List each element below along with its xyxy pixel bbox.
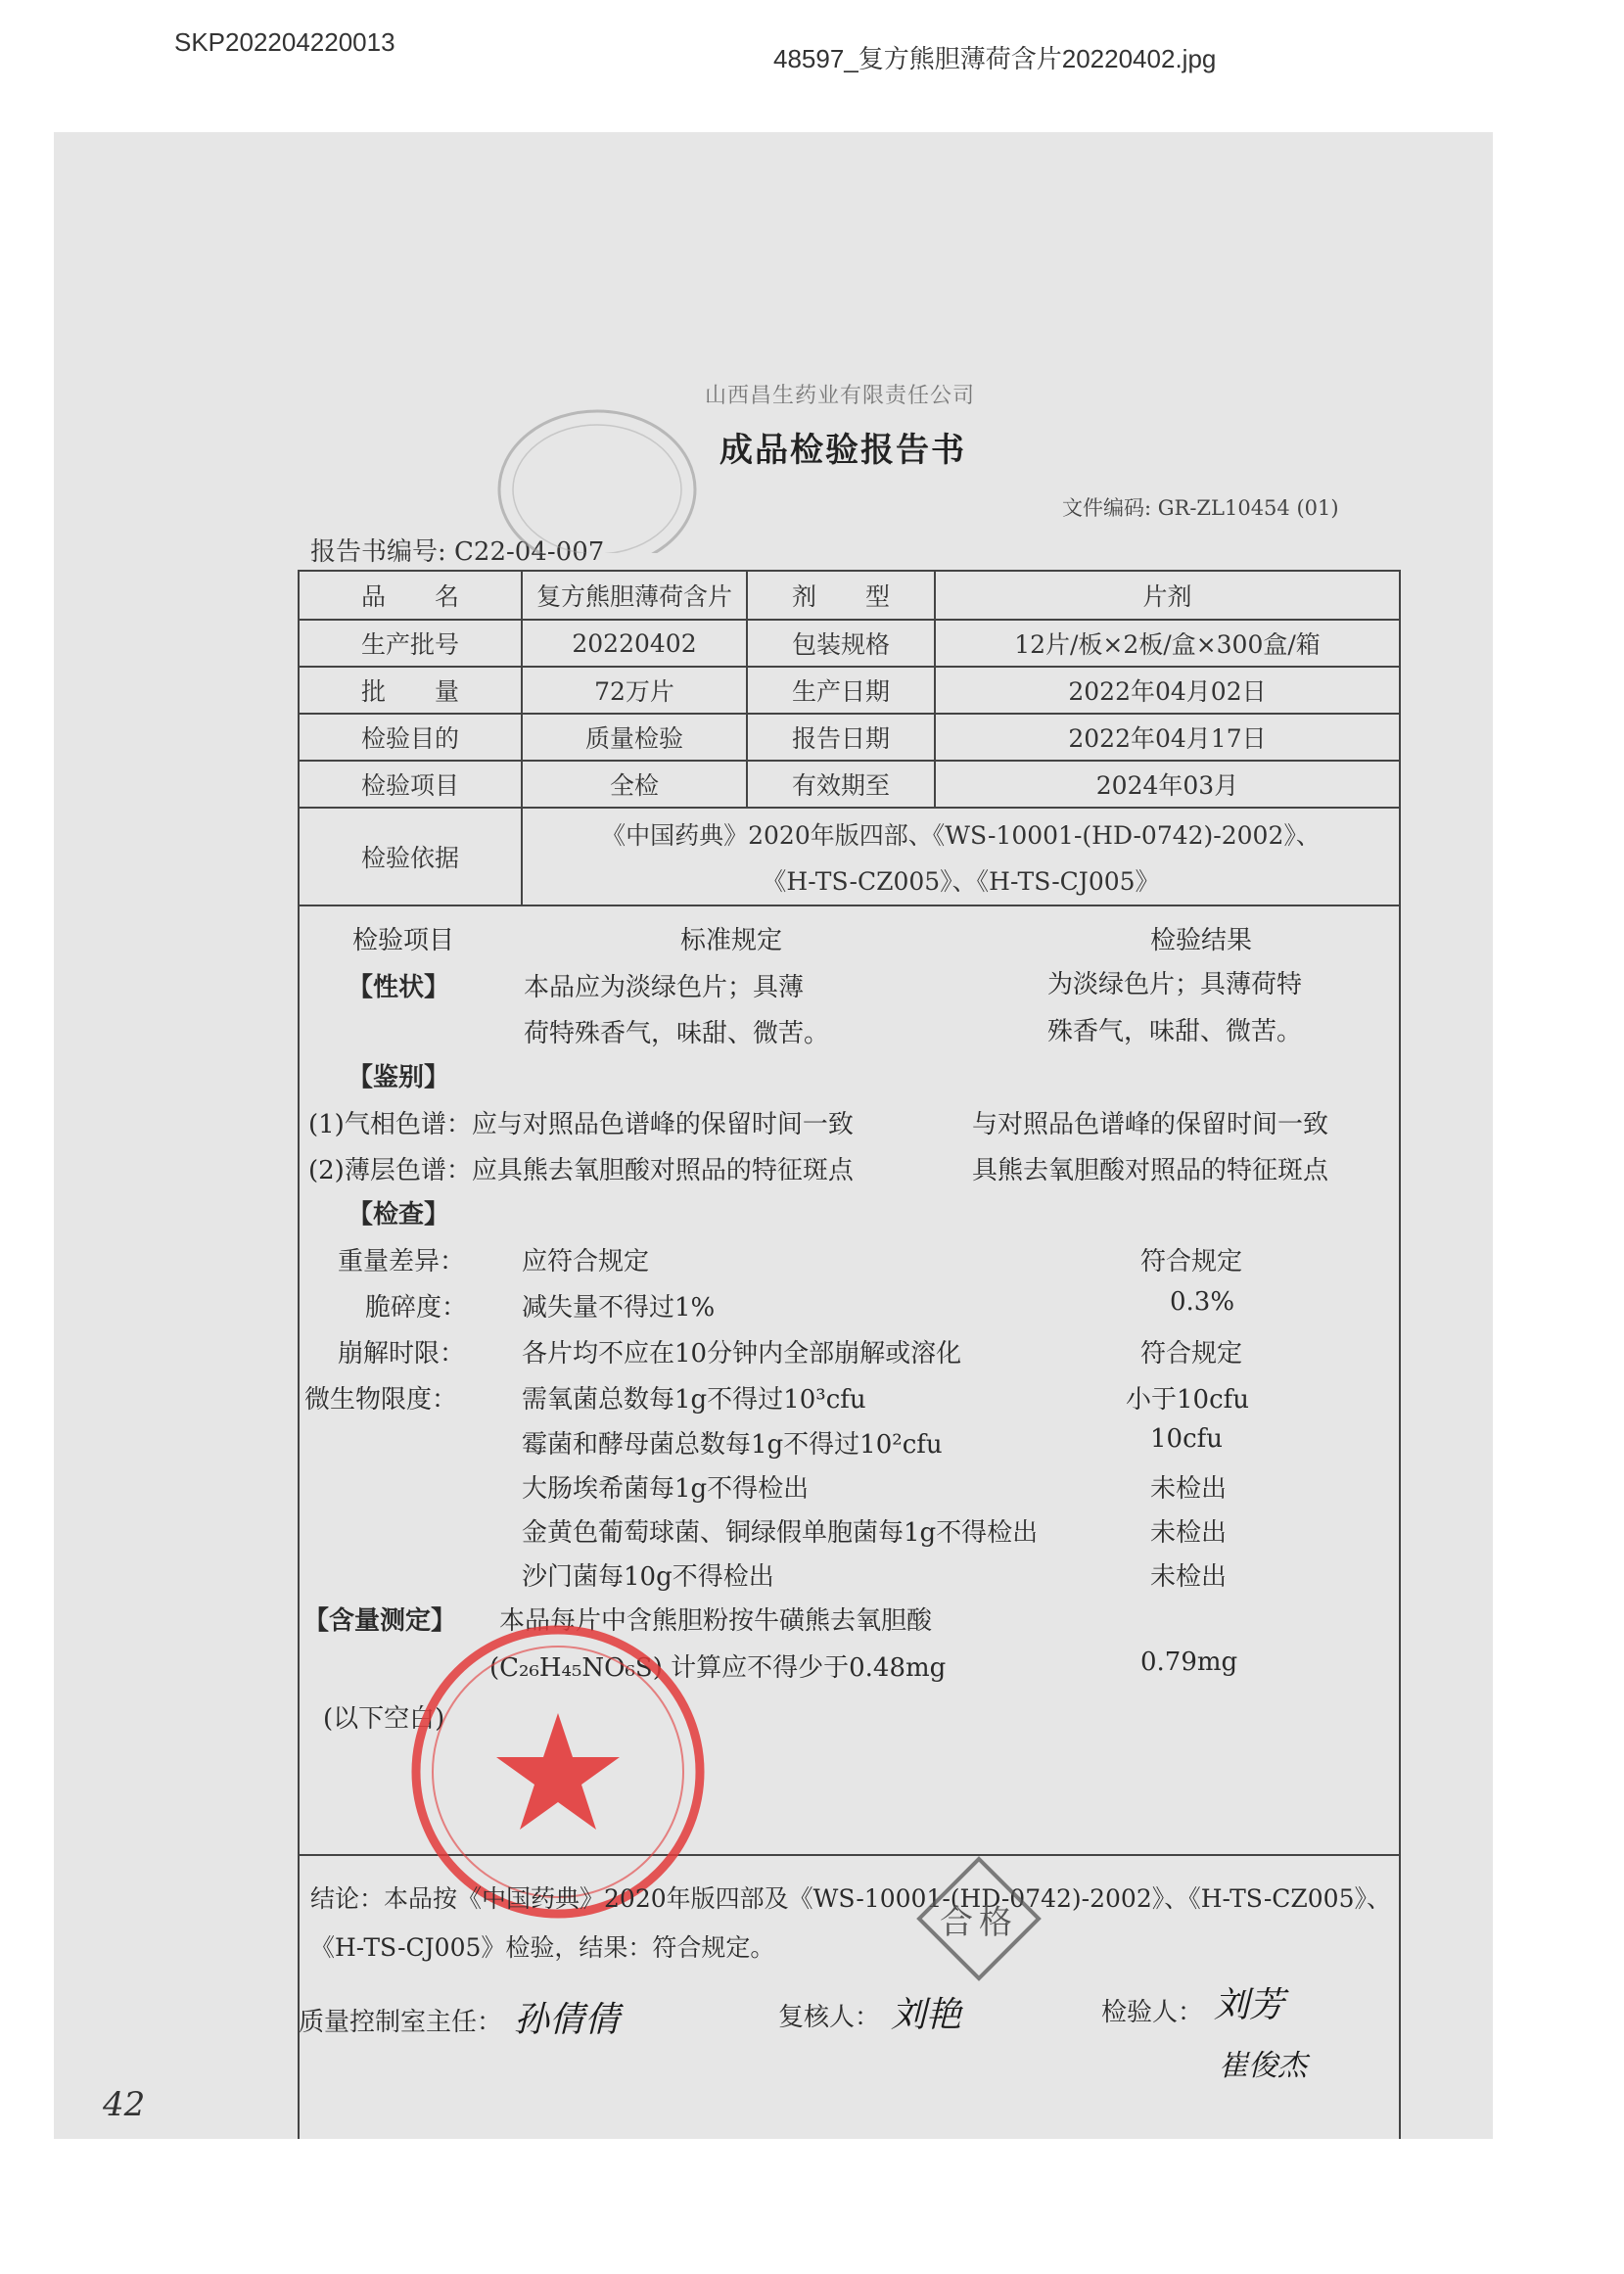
friability-label: 脆碎度：: [365, 1293, 468, 1323]
identification-gc-standard: (1)气相色谱：应与对照品色谱峰的保留时间一致: [308, 1110, 854, 1139]
scope-label: 检验项目: [360, 771, 459, 800]
col-standard-header: 标准规定: [680, 926, 783, 955]
weight-variation-label: 重量差异：: [338, 1247, 466, 1276]
microbial-aerobic-standard: 需氧菌总数每1g不得过10³cfu: [522, 1385, 866, 1415]
dosage-form-value: 片剂: [1142, 582, 1192, 611]
package-value: 12片/板×2板/盒×300盒/箱: [1014, 630, 1321, 659]
friability-result: 0.3%: [1170, 1287, 1235, 1317]
microbial-ecoli-standard: 大肠埃希菌每1g不得检出: [522, 1474, 810, 1504]
microbial-staph-result: 未检出: [1150, 1518, 1228, 1548]
qualified-stamp-text: 合格: [940, 1902, 1018, 1942]
identification-heading: 【鉴别】: [348, 1063, 450, 1092]
inspector-label: 检验人：: [1101, 1998, 1204, 2027]
assay-result: 0.79mg: [1140, 1647, 1238, 1677]
basis-label: 检验依据: [360, 844, 459, 872]
weight-variation-result: 符合规定: [1140, 1247, 1243, 1276]
assay-standard-1: 本品每片中含熊胆粉按牛磺熊去氧胆酸: [499, 1606, 933, 1636]
disintegration-label: 崩解时限：: [338, 1339, 466, 1369]
prod-date-label: 生产日期: [791, 677, 890, 706]
batch-size-label: 批 量: [360, 677, 459, 706]
conclusion-line-1: 结论：本品按《中国药典》2020年版四部及《WS-10001-(HD-0742)-2002》、《H-TS-CZ005》、: [310, 1884, 1391, 1913]
document-code: SKP202204220013: [174, 27, 395, 57]
scope-value: 全检: [609, 771, 659, 800]
batch-size-value: 72万片: [594, 677, 674, 706]
report-date-value: 2022年04月17日: [1068, 724, 1267, 753]
disintegration-standard: 各片均不应在10分钟内全部崩解或溶化: [522, 1339, 962, 1369]
product-name-label: 品 名: [360, 582, 459, 611]
basis-line-2: 《H-TS-CZ005》、《H-TS-CJ005》: [762, 867, 1160, 896]
weight-variation-standard: 应符合规定: [522, 1247, 650, 1276]
assay-heading: 【含量测定】: [303, 1606, 457, 1636]
product-name-value: 复方熊胆薄荷含片: [535, 582, 732, 611]
character-standard-2: 荷特殊香气，味甜、微苦。: [524, 1019, 830, 1048]
package-label: 包装规格: [791, 630, 890, 659]
disintegration-result: 符合规定: [1140, 1339, 1243, 1369]
dosage-form-label: 剂 型: [791, 582, 890, 611]
file-name: 48597_复方熊胆薄荷含片20220402.jpg: [773, 44, 1217, 73]
microbial-mold-standard: 霉菌和酵母菌总数每1g不得过10²cfu: [522, 1430, 943, 1460]
microbial-salmonella-result: 未检出: [1150, 1562, 1228, 1592]
qualified-stamp-icon: [915, 1855, 1043, 1982]
microbial-aerobic-result: 小于10cfu: [1126, 1385, 1250, 1415]
expiry-value: 2024年03月: [1095, 771, 1239, 800]
microbial-salmonella-standard: 沙门菌每10g不得检出: [522, 1562, 774, 1592]
microbial-staph-standard: 金黄色葡萄球菌、铜绿假单胞菌每1g不得检出: [522, 1518, 1039, 1548]
microbial-mold-result: 10cfu: [1150, 1424, 1224, 1454]
qc-director-label: 质量控制室主任：: [299, 2008, 503, 2037]
report-title: 成品检验报告书: [719, 431, 966, 470]
purpose-value: 质量检验: [584, 724, 683, 753]
scanned-report-sheet: [54, 132, 1493, 2139]
identification-gc-result: 与对照品色谱峰的保留时间一致: [972, 1110, 1329, 1139]
reviewer-signature: 刘艳: [891, 1995, 962, 2035]
col-result-header: 检验结果: [1150, 926, 1253, 955]
basis-line-1: 《中国药典》2020年版四部、《WS-10001-(HD-0742)-2002》、: [601, 821, 1321, 850]
identification-tlc-result: 具熊去氧胆酸对照品的特征斑点: [972, 1156, 1329, 1185]
character-standard-1: 本品应为淡绿色片；具薄: [524, 973, 805, 1002]
qc-director-signature: 孙倩倩: [514, 2000, 621, 2040]
expiry-label: 有效期至: [791, 771, 890, 800]
microbial-ecoli-result: 未检出: [1150, 1474, 1228, 1504]
handwritten-page-note: 42: [103, 2085, 146, 2124]
purpose-label: 检验目的: [360, 724, 459, 753]
check-heading: 【检查】: [348, 1200, 450, 1230]
prod-date-value: 2022年04月02日: [1068, 677, 1267, 706]
character-result-2: 殊香气，味甜、微苦。: [1047, 1017, 1303, 1046]
red-official-seal-icon: [406, 1620, 710, 1924]
file-code: 文件编码: GR-ZL10454 (01): [1062, 496, 1339, 520]
inspector-signature-2: 崔俊杰: [1219, 2049, 1307, 2083]
assay-standard-2: (C₂₆H₄₅NO₆S) 计算应不得少于0.48mg: [489, 1653, 947, 1683]
batch-no-label: 生产批号: [360, 630, 459, 659]
conclusion-line-2: 《H-TS-CJ005》检验，结果：符合规定。: [310, 1933, 775, 1962]
character-heading: 【性状】: [348, 973, 450, 1002]
microbial-limit-label: 微生物限度：: [304, 1385, 458, 1415]
inspector-signature-1: 刘芳: [1214, 1985, 1285, 2025]
blank-note: (以下空白): [323, 1704, 445, 1734]
reviewer-label: 复核人：: [778, 2003, 881, 2032]
col-item-header: 检验项目: [352, 926, 455, 955]
character-result-1: 为淡绿色片；具薄荷特: [1047, 970, 1303, 999]
report-number: 报告书编号: C22-04-007: [310, 537, 605, 567]
identification-tlc-standard: (2)薄层色谱：应具熊去氧胆酸对照品的特征斑点: [308, 1156, 854, 1185]
batch-no-value: 20220402: [572, 628, 697, 658]
company-name: 山西昌生药业有限责任公司: [705, 384, 976, 408]
friability-standard: 减失量不得过1%: [522, 1293, 716, 1323]
report-date-label: 报告日期: [791, 724, 890, 753]
